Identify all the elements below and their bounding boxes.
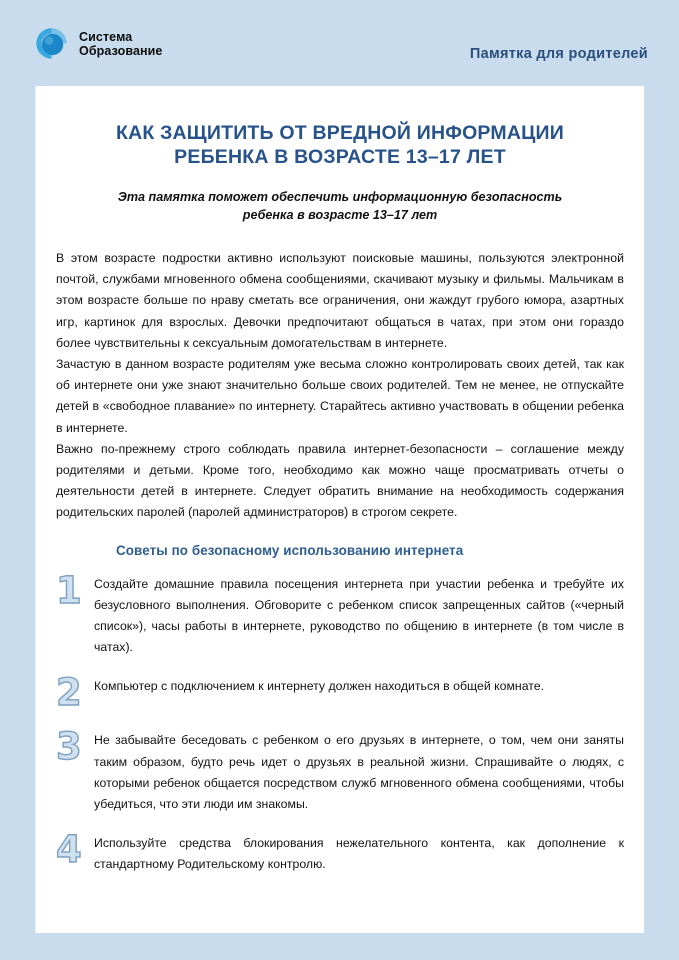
body-paragraph: Важно по-прежнему строго соблюдать правила интернет-безопасности – соглашение между родителями и детьми. Кроме того, необходимо как можно чаще просматривать отчеты о деятельности детей в интернете. Следует обратить внимание на необходимость содержания родительских паролей (паролей администраторов) в строгом секрете. <box>56 441 624 520</box>
list-item-text: Создайте домашние правила посещения интернета при участии ребенка и требуйте их безусловного выполнения. Обговорите с ребенком список запрещенных сайтов («черный список»), часы работы в интернете, руководство по общению в интернете (в том числе в чатах). <box>94 576 624 655</box>
list-item <box>56 829 624 875</box>
list-item-text: Используйте средства блокирования нежелательного контента, как дополнение к стандартному Родительскому контролю. <box>94 836 624 872</box>
body-paragraph: В этом возрасте подростки активно используют поисковые машины, пользуются электронной почтой, службами мгновенного обмена сообщениями, скачивают музыку и фильмы. Мальчикам в этом возрасте больше по нраву сметать все ограничения, они жаждут грубого юмора, азартных игр, картинок для взрослых. Девочки предпочитают общаться в чатах, при этом они гораздо более чувствительны к сексуальным домогательствам в интернете. <box>56 251 624 350</box>
list-item-number: 3 <box>56 725 82 769</box>
page-title-line1: КАК ЗАЩИТИТЬ ОТ ВРЕДНОЙ ИНФОРМАЦИИ <box>116 122 564 144</box>
advice-list <box>56 570 624 876</box>
list-item-text: Не забывайте беседовать с ребенком о его друзьях в интернете, о том, чем они заняты таким образом, будто речь идет о друзьях в реальной жизни. Спрашивайте о людях, с которыми ребенок общается посредством служб мгновенного обмена сообщениями, чтобы убедиться, что эти люди им знакомы. <box>94 733 624 812</box>
brand-logo-line2: Образование <box>79 44 163 58</box>
list-item-number: 2 <box>56 671 82 715</box>
page-subtitle-line2: ребенка в возрасте 13–17 лет <box>242 208 438 222</box>
list-item <box>56 671 624 715</box>
header-subject-title: Памятка для родителей <box>469 46 648 62</box>
page-title <box>58 121 622 169</box>
body-paragraph: Зачастую в данном возрасте родителям уже весьма сложно контролировать своих детей, так как об интернете они уже знают значительно больше своих родителей. Тем не менее, не отпускайте детей в «свободное плавание» по интернету. Старайтесь активно участвовать в общении ребенка в интернете. <box>56 357 624 435</box>
list-item <box>56 570 624 659</box>
page-subtitle-line1: Эта памятка поможет обеспечить информационную безопасность <box>117 190 563 204</box>
brand-logo-line1: Система <box>79 29 133 44</box>
list-item-number: 1 <box>56 568 82 612</box>
list-item <box>56 726 624 815</box>
advice-section-heading: Советы по безопасному использованию интернета <box>116 542 464 558</box>
brand-logo-text <box>79 30 162 59</box>
page-subtitle <box>96 188 584 224</box>
page-title-line2: РЕБЕНКА В ВОЗРАСТЕ 13–17 ЛЕТ <box>174 146 506 168</box>
circle-crescent-logo-icon <box>32 25 70 63</box>
content-sheet <box>35 86 644 933</box>
list-item-number: 4 <box>56 828 82 872</box>
page-header <box>0 0 679 86</box>
body-text <box>56 248 624 524</box>
brand-logo <box>32 25 162 63</box>
list-item-text: Компьютер с подключением к интернету должен находиться в общей комнате. <box>94 679 545 694</box>
